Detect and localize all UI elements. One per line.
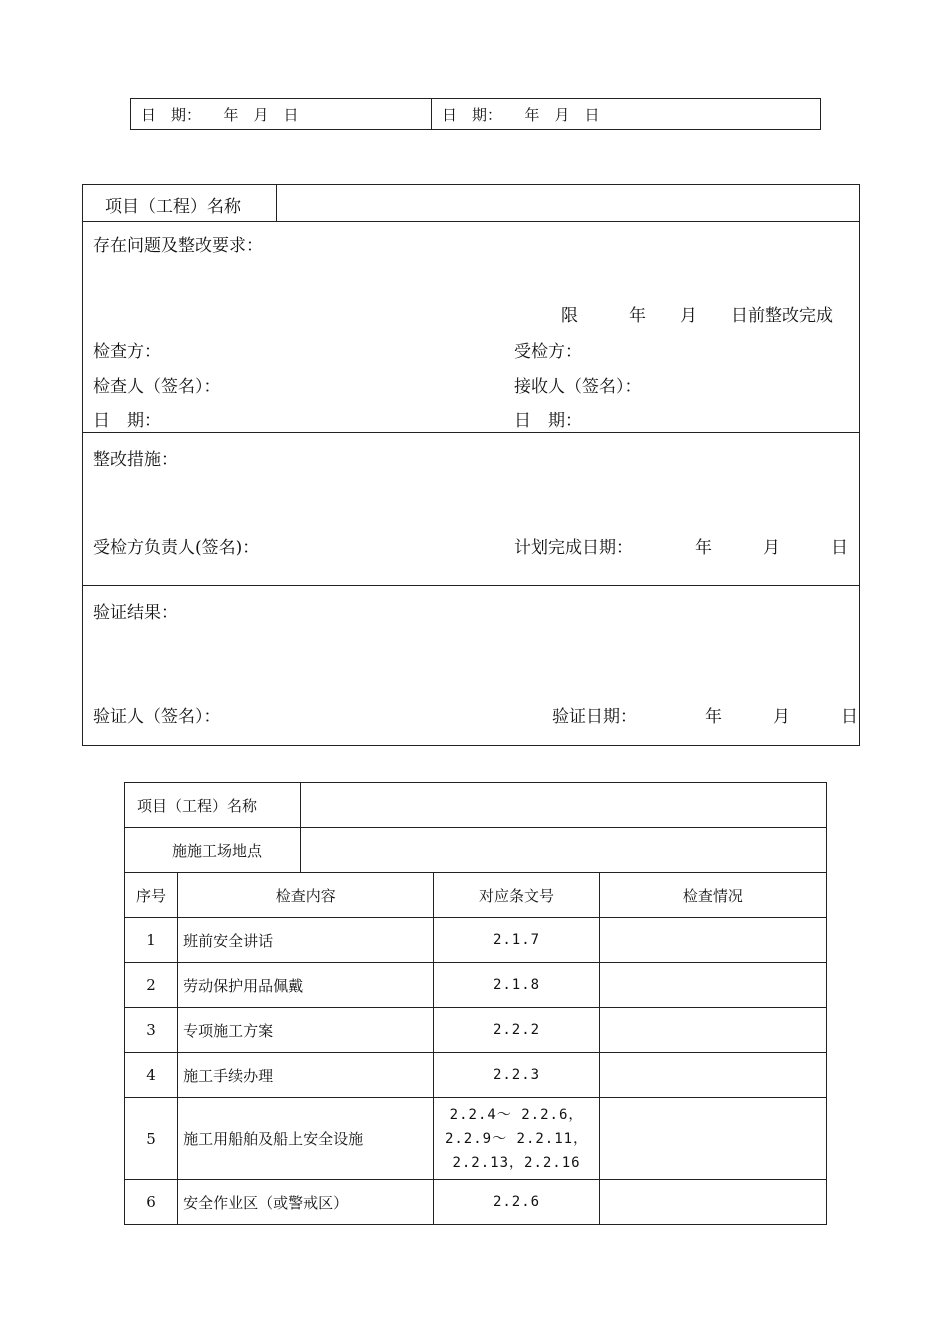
project-name-field[interactable] [301,783,827,828]
row-ref: 2.2.3 [434,1053,599,1098]
row-content: 劳动保护用品佩戴 [178,963,434,1008]
row-status[interactable] [599,1008,826,1053]
row-no: 6 [125,1180,178,1225]
table-row [125,1180,827,1225]
receiver-sign-label: 接收人（签名）： [514,377,642,397]
date-label-left: 日 期： [93,411,161,431]
verification-label: 验证结果： [93,603,178,623]
row-status[interactable] [599,1053,826,1098]
verification-date-label: 验证日期： [552,707,637,727]
header-no: 序号 [125,873,178,918]
planned-date-ymd: 年 月 日 [695,538,848,558]
row-content: 班前安全讲话 [178,918,434,963]
row-content: 安全作业区（或警戒区） [178,1180,434,1225]
row-content: 施工手续办理 [178,1053,434,1098]
deadline-text: 限 年 月 日前整改完成 [561,306,833,326]
table-row [125,1053,827,1098]
row-ref: 2.1.7 [434,918,599,963]
inspector-sign-label: 检查人（签名）： [93,377,221,397]
row-ref: 2.2.2 [434,1008,599,1053]
issues-label: 存在问题及整改要求： [93,236,263,256]
site-row [125,828,827,873]
header-ref: 对应条文号 [434,873,599,918]
measures-label: 整改措施： [93,450,178,470]
table-row [125,963,827,1008]
project-name-field[interactable] [278,185,859,221]
site-label: 施施工场地点 [125,828,301,873]
header-status: 检查情况 [599,873,826,918]
row-no: 5 [125,1098,178,1180]
date-strip [130,98,821,130]
row-content: 施工用船舶及船上安全设施 [178,1098,434,1180]
header-row [125,873,827,918]
responsible-sign-label: 受检方负责人(签名)： [93,538,260,558]
project-name-row [125,783,827,828]
row-status[interactable] [599,963,826,1008]
table-row [125,1098,827,1180]
row-no: 1 [125,918,178,963]
row-no: 3 [125,1008,178,1053]
table-row [125,1008,827,1053]
inspector-side-label: 检查方： [93,342,161,362]
project-name-row [83,185,859,222]
inspected-side-label: 受检方： [514,342,582,362]
date-cell-right: 日 期： 年 月 日 [432,99,821,130]
row-content: 专项施工方案 [178,1008,434,1053]
row-ref: 2.1.8 [434,963,599,1008]
verification-date-ymd: 年 月 日 [705,707,858,727]
row-status[interactable] [599,1180,826,1225]
verification-section [83,587,859,745]
row-ref: 2.2.4～ 2.2.6， 2.2.9～ 2.2.11， 2.2.13，2.2.16 [434,1098,599,1180]
row-status[interactable] [599,918,826,963]
date-label-right: 日 期： [514,411,582,431]
rectification-notice-form [82,184,860,746]
header-content: 检查内容 [178,873,434,918]
inspection-checklist-table [124,782,827,1225]
planned-date-label: 计划完成日期： [514,538,633,558]
project-name-label: 项目（工程）名称 [83,185,277,221]
verifier-sign-label: 验证人（签名）： [93,707,221,727]
row-status[interactable] [599,1098,826,1180]
row-no: 4 [125,1053,178,1098]
project-name-label: 项目（工程）名称 [125,783,301,828]
measures-section [83,434,859,586]
table-row [125,918,827,963]
issues-section [83,222,859,433]
row-ref: 2.2.6 [434,1180,599,1225]
row-no: 2 [125,963,178,1008]
site-field[interactable] [301,828,827,873]
date-cell-left: 日 期： 年 月 日 [131,99,432,130]
